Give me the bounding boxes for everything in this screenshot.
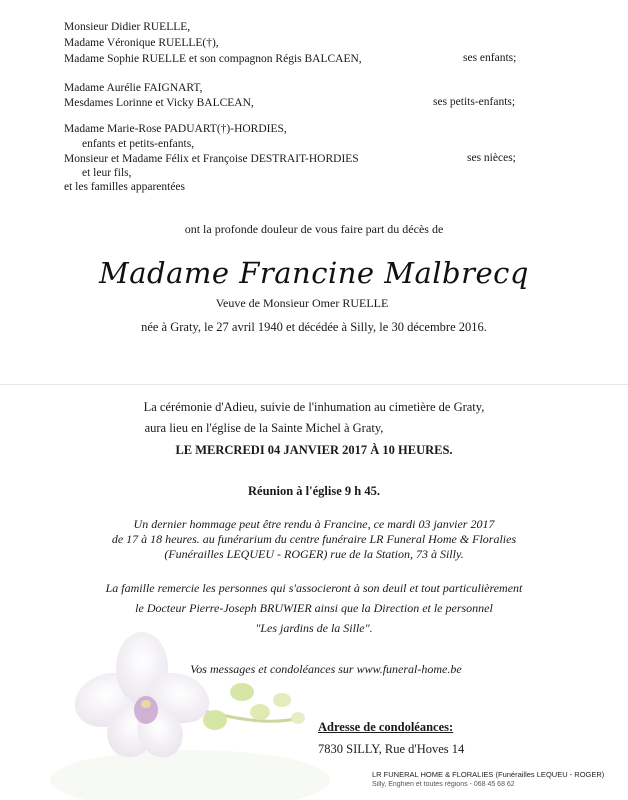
messages-line: Vos messages et condoléances sur www.funeral-home.be (190, 662, 462, 676)
homage-line-2: de 17 à 18 heures. au funérarium du centre funéraire LR Funeral Home & Floralies (111, 532, 517, 546)
family-niece-5: et les familles apparentées (64, 181, 186, 193)
fold-line (0, 384, 628, 385)
children-label: ses enfants; (463, 52, 517, 64)
address-title: Adresse de condoléances: (318, 720, 454, 734)
homage-line-3: (Funérailles LEQUEU - ROGER) rue de la Station, 73 à Silly. (164, 547, 464, 561)
homage-line-1: Un dernier hommage peut être rendu à Francine, ce mardi 03 janvier 2017 (133, 517, 495, 531)
ceremony-line-1: La cérémonie d'Adieu, suivie de l'inhumation au cimetière de Graty, (143, 400, 485, 414)
ceremony-date: LE MERCREDI 04 JANVIER 2017 À 10 HEURES. (175, 443, 453, 457)
family-niece-2: enfants et petits-enfants, (82, 138, 195, 150)
family-niece-4: et leur fils, (82, 167, 132, 179)
family-grandchild-2: Mesdames Lorinne et Vicky BALCEAN, (64, 97, 254, 109)
thanks-line-2: le Docteur Pierre-Joseph BRUWIER ainsi que la Direction et le personnel (135, 601, 493, 615)
nieces-label: ses nièces; (467, 152, 516, 164)
ceremony-line-2: aura lieu en l'église de la Sainte Michel à Graty, (144, 421, 384, 435)
grandchildren-label: ses petits-enfants; (433, 96, 516, 108)
address-line: 7830 SILLY, Rue d'Hoves 14 (318, 742, 465, 756)
family-niece-3: Monsieur et Madame Félix et Françoise DESTRAIT-HORDIES (64, 153, 359, 165)
birth-death-line: née à Graty, le 27 avril 1940 et décédée à Silly, le 30 décembre 2016. (141, 320, 487, 334)
family-child-2: Madame Véronique RUELLE(†), (64, 37, 219, 49)
family-child-3: Madame Sophie RUELLE et son compagnon Régis BALCAEN, (64, 53, 362, 65)
thanks-line-3: "Les jardins de la Sille". (255, 621, 373, 635)
family-niece-1: Madame Marie-Rose PADUART(†)-HORDIES, (64, 123, 287, 135)
announcement-intro: ont la profonde douleur de vous faire part du décès de (184, 222, 444, 236)
funeral-home-footer-2: Silly, Enghien et toutes régions - 068 45 68 62 (372, 781, 515, 788)
family-child-1: Monsieur Didier RUELLE, (64, 21, 191, 33)
orchid-illustration (50, 600, 330, 800)
family-grandchild-1: Madame Aurélie FAIGNART, (64, 82, 203, 94)
funeral-home-footer: LR FUNERAL HOME & FLORALIES (Funérailles LEQUEU - ROGER) (372, 770, 605, 779)
widow-of: Veuve de Monsieur Omer RUELLE (215, 296, 389, 310)
deceased-name: Madame Francine Malbrecq (99, 256, 529, 290)
thanks-line-1: La famille remercie les personnes qui s'associeront à son deuil et tout particulièrement (105, 581, 523, 595)
meeting-time: Réunion à l'église 9 h 45. (248, 484, 380, 498)
